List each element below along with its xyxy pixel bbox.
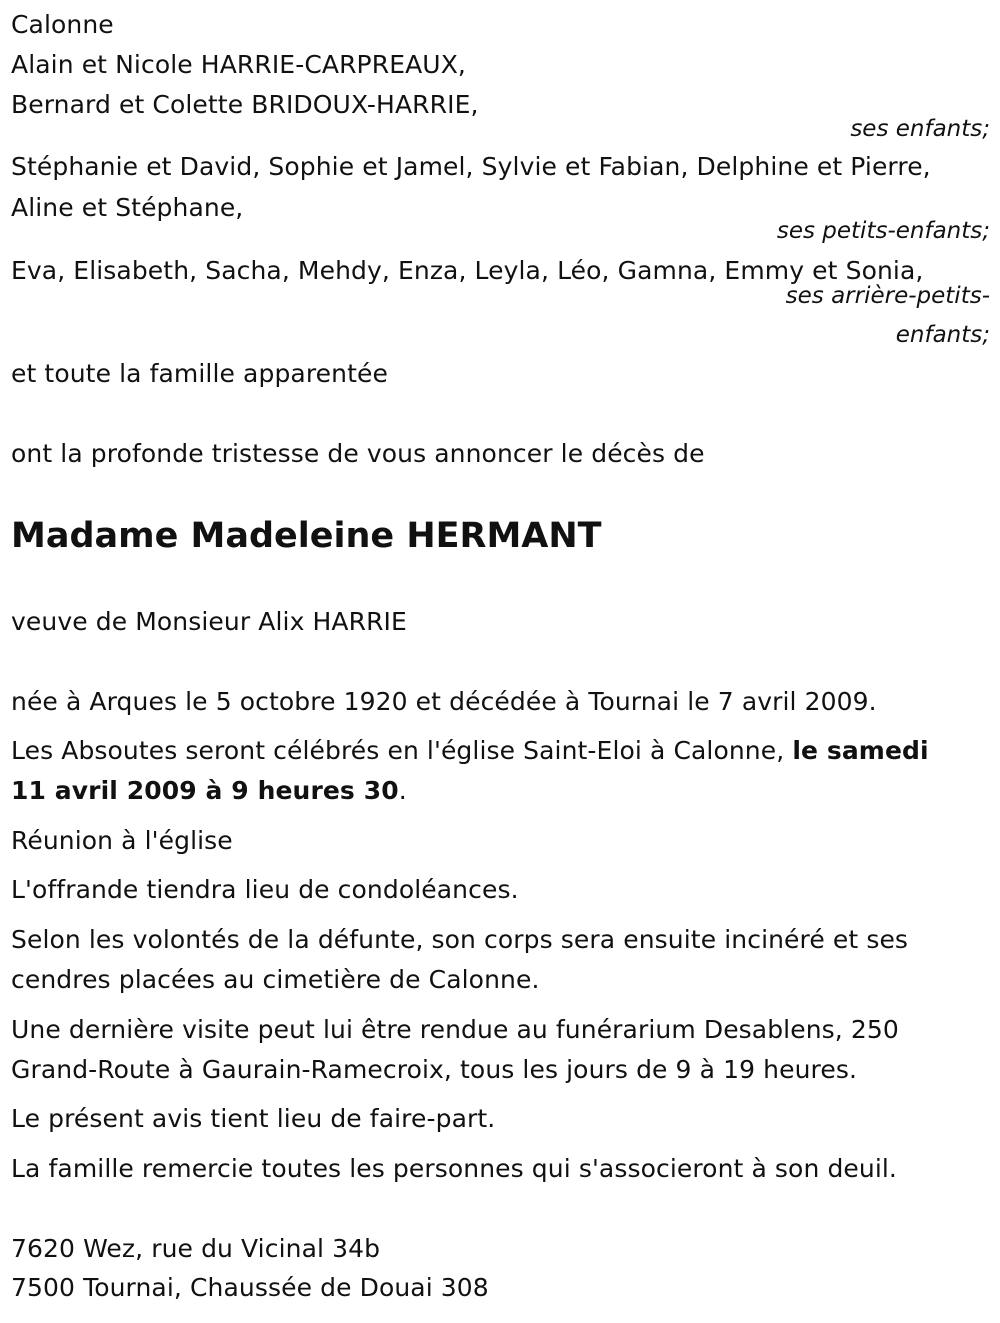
town-name: Calonne <box>11 10 114 39</box>
grandchildren-line-2: Aline et Stéphane, <box>11 193 244 222</box>
visit-line-1: Une dernière visite peut lui être rendue au funérarium Desablens, 250 <box>11 1015 899 1044</box>
ceremony-line-1 <box>11 731 929 771</box>
announcement-line: ont la profonde tristesse de vous annoncer le décès de <box>11 439 705 468</box>
grandchildren-label: ses petits-enfants; <box>776 218 990 244</box>
offering-line: L'offrande tiendra lieu de condoléances. <box>11 875 519 904</box>
ceremony-end: . <box>398 776 407 805</box>
deceased-name: Madame Madeleine HERMANT <box>11 516 602 556</box>
ceremony-text: Les Absoutes seront célébrés en l'église Saint-Eloi à Calonne, <box>11 736 793 765</box>
child-line-2: Bernard et Colette BRIDOUX-HARRIE, <box>11 90 479 119</box>
great-grandchildren-label-1: ses arrière-petits- <box>785 283 990 309</box>
faire-part-line: Le présent avis tient lieu de faire-part. <box>11 1104 496 1133</box>
ceremony-line-2 <box>11 771 407 811</box>
meeting-line: Réunion à l'église <box>11 826 233 855</box>
address-line-2: 7500 Tournai, Chaussée de Douai 308 <box>11 1273 489 1302</box>
child-line-1: Alain et Nicole HARRIE-CARPREAUX, <box>11 50 466 79</box>
relatives-line: et toute la famille apparentée <box>11 359 388 388</box>
visit-line-2: Grand-Route à Gaurain-Ramecroix, tous les jours de 9 à 19 heures. <box>11 1055 857 1084</box>
cremation-line-2: cendres placées au cimetière de Calonne. <box>11 965 540 994</box>
children-label: ses enfants; <box>850 116 990 142</box>
birth-death-line: née à Arques le 5 octobre 1920 et décédée à Tournai le 7 avril 2009. <box>11 687 877 716</box>
address-line-1: 7620 Wez, rue du Vicinal 34b <box>11 1234 381 1263</box>
ceremony-date-part-1: le samedi <box>792 736 929 765</box>
ceremony-date-part-2: 11 avril 2009 à 9 heures 30 <box>11 776 399 805</box>
widow-of-line: veuve de Monsieur Alix HARRIE <box>11 607 407 636</box>
cremation-line-1: Selon les volontés de la défunte, son corps sera ensuite incinéré et ses <box>11 925 909 954</box>
great-grandchildren-label-2: enfants; <box>895 322 990 348</box>
thanks-line: La famille remercie toutes les personnes qui s'associeront à son deuil. <box>11 1154 897 1183</box>
great-grandchildren-line: Eva, Elisabeth, Sacha, Mehdy, Enza, Leyla, Léo, Gamna, Emmy et Sonia, <box>11 256 924 285</box>
grandchildren-line-1: Stéphanie et David, Sophie et Jamel, Sylvie et Fabian, Delphine et Pierre, <box>11 152 931 181</box>
